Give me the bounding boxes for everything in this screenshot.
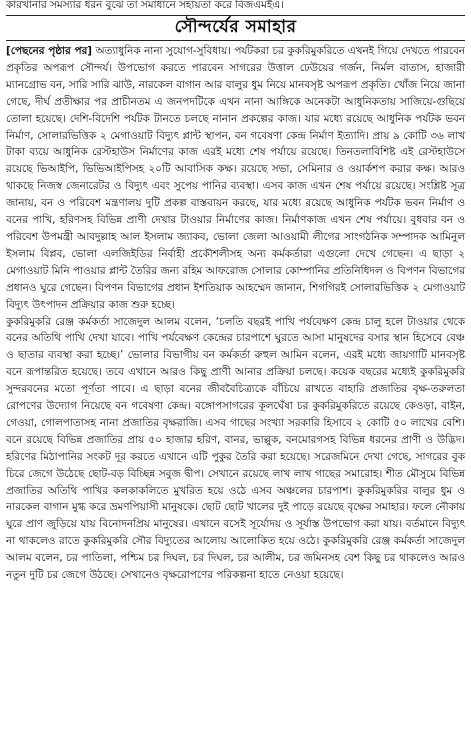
- paragraph-text: কুকরিমুকরি রেঞ্জ কর্মকর্তা সাজেদুল আলম বলেন, ‘চলতি বছরই পাখি পর্যবেক্ষণ কেন্দ্র চালু হলে টাওয়ার থেকে বনের অতিথি পাখি দেখা যাবে। পাখি পর্যবেক্ষণ কেন্দ্রের চারপাশে ঘুরতে আসা মানুষদের বসার স্থান হিসেবে বেঞ্চ ও ছাতার ব্যবস্থা করা হচ্ছে।’ ভোলার বিভাগীয় বন কর্মকর্তা রুহুল আমিন বলেন, এরই মধ্যে জায়গাটি মানবসৃষ্ট বনে রূপান্তরিত হয়েছে। তবে এখানে আরও কিছু প্রাণী আনার প্রক্রিয়া চলছে। কয়েক বছরের মধ্যেই কুকরিমুকরি সুন্দরবনের মতো পূর্ণতা পাবে। এ ছাড়া বনের জীববৈচিত্র্যকে বাঁচিয়ে রাখতে বাহারি প্রজাতির বৃক্ষ-তরুলতা রোপণের উদ্যোগ নিয়েছে বন গবেষণা কেন্দ্র। বঙ্গোপসাগরের কূলঘেঁষা চর কুকরিমুকরিতে রয়েছে কেওড়া, বাইন, গেওয়া, গোলপাতাসহ নানা প্রজাতির বৃক্ষরাজি। এসব গাছের সংখ্যা সরকারি হিসাবে ২ কোটি ৫০ লাখের বেশি। বনে রয়েছে বিভিন্ন প্রজাতির প্রায় ৫০ হাজার হরিণ, বানর, ভাল্লুক, বনমোরগসহ বিভিন্ন ধরনের প্রাণী ও উদ্ভিদ। হরিণের মিঠাপানির সংকট দূর করতে এখানে এটি পুকুর তৈরি করা হয়েছে। সরেজমিনে দেখা গেছে, সাগরের বুক চিরে জেগে উঠেছে ছোট-বড় বিচ্ছিন্ন সবুজ দ্বীপ। সেখানে রয়েছে লাখ লাখ গাছের সমারোহ। শীত মৌসুমে বিভিন্ন প্রজাতির অতিথি পাখির কলকাকলিতে মুখরিত হয়ে ওঠে এসব অঞ্চলের চারপাশ। কুকরিমুকরির বালুর ধুম ও নারকেল বাগান মুগ্ধ করে ভ্রমণপিয়াসী মানুষকে। ছোট ছোট খালের দুই পাড়ে রয়েছে বৃক্ষের সমাহার। ফলে নৌকায় ঘুরে প্রাণ জুড়িয়ে যায় বিনোদনপ্রিয় মানুষের। এখানে বসেই সূর্যোদয় ও সূর্যাস্ত উপভোগ করা যায়। বর্তমানে বিদ্যুৎ না থাকলেও রাতে কুকরিমুকরি সৌর বিদ্যুতের আলোয় আলোকিত হয়ে ওঠে। কুকরিমুকরি রেঞ্জ কর্মকর্তা সাজেদুল আলম বলেন, চর পাতিলা, পশ্চিম চর দিঘল, চর দিঘল, চর আলীম, চর জমিনসহ বেশ কিছু চর থাকলেও আরও নতুন দুটি চর জেগে উঠছে। সেখানেও বৃক্ষরোপণের পরিকল্পনা হাতে নেওয়া হয়েছে।: [6, 315, 465, 582]
- article-paragraph: [6, 43, 465, 314]
- article-body: [6, 43, 465, 584]
- previous-article-tail: কারখানার সমস্যার ধরন বুঝে তা সমাধানে সহায়তা করে বিজএমইএ।: [6, 0, 284, 11]
- article-paragraph: [6, 314, 465, 585]
- continued-from-label: [পেছনের পৃষ্ঠার পর]: [6, 45, 93, 57]
- headline: সৌন্দর্যের সমাহার: [174, 17, 297, 37]
- paragraph-text: অত্যাধুনিক নানা সুযোগ-সুবিধায়। পর্যটকরা চর কুকরিমুকরিতে এখনই গিয়ে দেখতে পারবেন প্রকৃতির অপরূপ সৌন্দর্য। উপভোগ করতে পারবেন সাগরের উত্তাল ঢেউয়ের গর্জন, নির্মল বাতাস, হাজারী ম্যানগ্রোভ বন, সারি সারি ঝাউ, নারকেল বাগান আর বালুর ধুম নিয়ে মানবসৃষ্ট অপরূপ প্রকৃতি। খোঁজ নিয়ে জানা গেছে, দীর্ঘ প্রতীক্ষার পর প্রাচীনতম এ জনপদটিকে এখন নানা আঙ্গিকে অনেকটা আধুনিকতায় সাজিয়ে-গুছিয়ে তোলা হয়েছে। দেশি-বিদেশি পর্যটক টানতে চলছে নানান প্রকল্পের কাজ। যার মধ্যে রয়েছে আধুনিক পর্যটক ভবন নির্মাণ, সোলারভিত্তিক ২ মেগাওয়াট বিদ্যুৎ প্লান্ট স্থাপন, বন গবেষণা কেন্দ্র নির্মাণ ইত্যাদি। প্রায় ৯ কোটি ৩৬ লাখ টাকা ব্যয়ে আধুনিক রেস্টহাউস নির্মাণের কাজ এরই মধ্যে শেষ পর্যায়ে রয়েছে। তিনতলাবিশিষ্ট এই রেস্টহাউসে রয়েছে ভিআইপি, ভিভিআইপিসহ ২০টি আবাসিক কক্ষ। রয়েছে সভা, সেমিনার ও ওয়ার্কশপ করার কক্ষ। আরও থাকছে নিজস্ব জেনারেটর ও বিদ্যুৎ এবং সুপেয় পানির ব্যবস্থা। এসব কাজ এখন শেষ পর্যায়ে রয়েছে। সংশ্লিষ্ট সূত্র জানায়, বন ও পরিবেশ মন্ত্রণালয় দুটি প্রকল্প বাস্তবায়ন করছে, যার মধ্যে রয়েছে আধুনিক পর্যটক ভবন নির্মাণ ও বনের পাখি, হরিণসহ বিভিন্ন প্রাণী দেখার টাওয়ার নির্মাণের কাজ। নির্মাণকাজ এখন শেষ পর্যায়ে। বুধবার বন ও পরিবেশ উপমন্ত্রী আবদুল্লাহ আল ইসলাম জ্যাকব, ভোলা জেলা আওয়ামী লীগের সাংগঠনিক সম্পাদক আমিনুল ইসলাম বিপ্লব, ভোলা এলজিইডির নির্বাহী প্রকৌশলীসহ অন্য কর্মকর্তারা এগুলো দেখে গেছেন। এ ছাড়া ২ মেগাওয়াট মিনি পাওয়ার প্লান্ট তৈরির জন্য রহিম আফরোজ সোলার কোম্পানির প্রতিনিধিদল ও বিপণন বিভাগের প্রধানও ঘুরে গেছেন। বিপণন বিভাগের প্রধান ইশতিয়াক আহম্মেদ জানান, শিগগিরই সোলারভিত্তিক ২ মেগাওয়াট বিদ্যুৎ উৎপাদন প্রক্রিয়ার কাজ শুরু হচ্ছে।: [6, 45, 465, 311]
- headline-bar: [6, 15, 465, 41]
